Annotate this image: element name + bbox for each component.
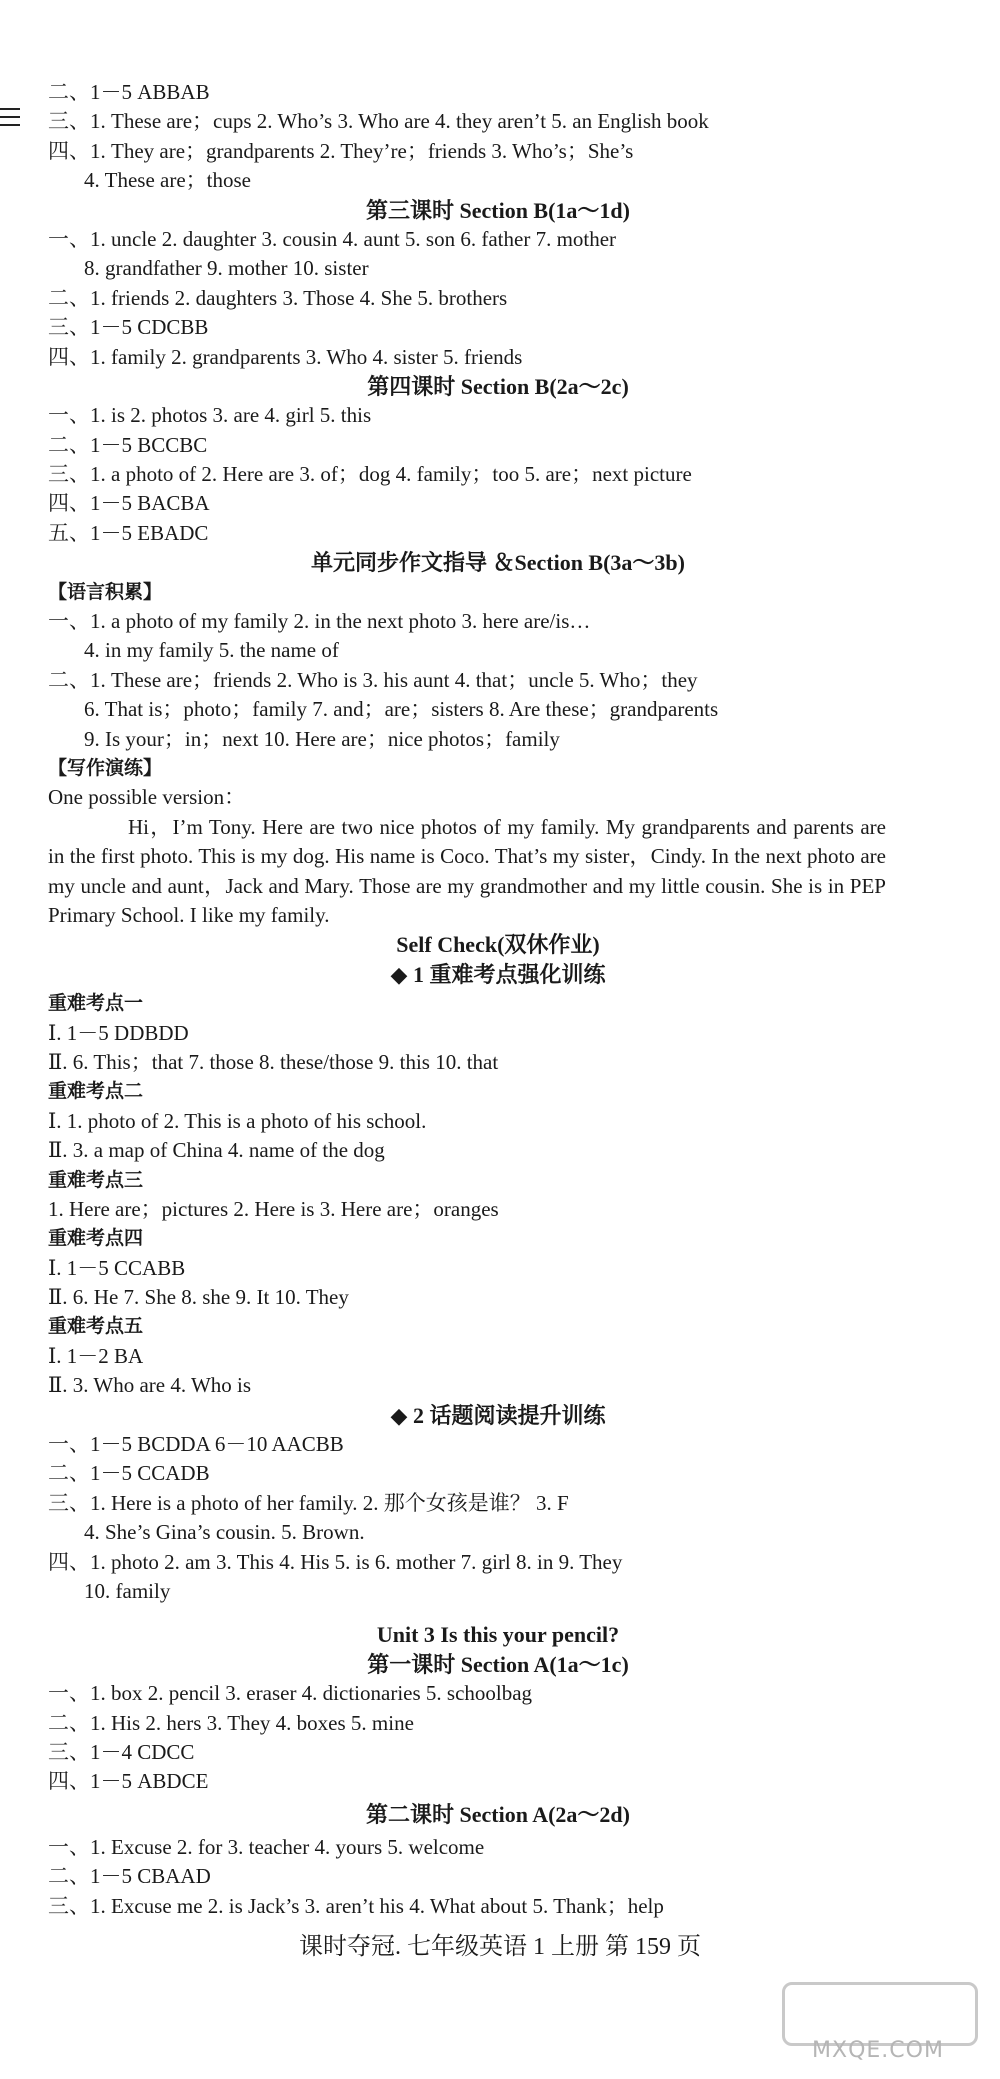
section-label: 重难考点五 <box>48 1316 144 1338</box>
answer-line: 四、1－5 ABDCE <box>48 1769 209 1794</box>
section-heading: 第一课时 Section A(1a～1c) <box>367 1651 629 1677</box>
section-heading: 第四课时 Section B(2a～2c) <box>367 373 629 399</box>
answer-line: 一、1. uncle 2. daughter 3. cousin 4. aunt 5. son 6. father 7. mother <box>48 226 617 251</box>
answer-line: Ⅱ. 3. Who are 4. Who is <box>48 1373 252 1398</box>
section-label: 重难考点一 <box>48 993 144 1015</box>
answer-line: 四、1－5 BACBA <box>48 491 210 516</box>
answer-line: 五、1－5 EBADC <box>48 520 209 545</box>
section-heading: 单元同步作文指导 ＆Section B(3a～3b) <box>310 550 685 576</box>
answer-line: Ⅱ. 6. This；that 7. those 8. these/those 9. this 10. that <box>48 1049 499 1074</box>
answer-line: Ⅱ. 6. He 7. She 8. she 9. It 10. They <box>48 1285 349 1310</box>
answer-line: 一、1. is 2. photos 3. are 4. girl 5. this <box>48 403 372 428</box>
answer-line: 9. Is your；in；next 10. Here are；nice photos；family <box>84 726 560 751</box>
answer-line: 四、1. family 2. grandparents 3. Who 4. sister 5. friends <box>48 344 523 369</box>
answer-line: 4. She’s Gina’s cousin. 5. Brown. <box>84 1520 365 1545</box>
section-heading: ◆ 1 重难考点强化训练 <box>390 961 606 987</box>
answer-line: One possible version： <box>48 785 246 810</box>
section-gap <box>48 1606 948 1620</box>
answer-line: 三、1. a photo of 2. Here are 3. of；dog 4. family；too 5. are；next picture <box>48 462 692 487</box>
answer-line: Ⅰ. 1－5 CCABB <box>48 1255 186 1280</box>
section-heading: 第三课时 Section B(1a～1d) <box>365 197 630 223</box>
answer-line: Ⅱ. 3. a map of China 4. name of the dog <box>48 1138 385 1163</box>
answer-line: 1. Here are；pictures 2. Here is 3. Here are；oranges <box>48 1196 499 1221</box>
page-footer: 课时夺冠. 七年级英语 1 上册 第 159 页 <box>299 1934 701 1960</box>
essay-paragraph: Hi，I’m Tony. Here are two nice photos of my family. My grandparents and parents are in the first photo. This is my dog. His name is Coco. That’s my sister，Cindy. In the next photo are my uncle and aunt，Jack and Mary. Those are my grandmother and my little cousin. She is in PEP Primary School. I like my family. <box>48 814 886 927</box>
watermark-frame <box>782 1982 978 2046</box>
answer-line: 四、1. They are；grandparents 2. They’re；friends 3. Who’s；She’s <box>48 138 634 163</box>
section-heading: Unit 3 Is this your pencil? <box>376 1622 620 1648</box>
section-heading: 第二课时 Section A(2a～2d) <box>365 1801 630 1827</box>
answer-content <box>48 78 948 1921</box>
answer-line: 8. grandfather 9. mother 10. sister <box>84 256 369 281</box>
answer-line: 二、1. His 2. hers 3. They 4. boxes 5. mine <box>48 1710 414 1735</box>
answer-line: 一、1. a photo of my family 2. in the next photo 3. here are/is… <box>48 609 591 634</box>
answer-line: 4. in my family 5. the name of <box>84 638 339 663</box>
answer-line: 三、1. Here is a photo of her family. 2. 那个女孩是谁？ 3. F <box>48 1490 569 1515</box>
section-heading: ◆ 2 话题阅读提升训练 <box>390 1402 606 1428</box>
answer-line: 三、1－5 CDCBB <box>48 315 209 340</box>
section-label: 重难考点二 <box>48 1081 144 1103</box>
answer-line: Ⅰ. 1－5 DDBDD <box>48 1020 189 1045</box>
answer-line: 二、1. These are；friends 2. Who is 3. his aunt 4. that；uncle 5. Who；they <box>48 667 698 692</box>
answer-line: 二、1－5 BCCBC <box>48 432 208 457</box>
answer-line: 6. That is；photo；family 7. and；are；sisters 8. Are these；grandparents <box>84 697 719 722</box>
section-label: 重难考点四 <box>48 1228 144 1250</box>
answer-line: 二、1－5 CBAAD <box>48 1864 211 1889</box>
answer-line: Ⅰ. 1－2 BA <box>48 1343 144 1368</box>
answer-line: 四、1. photo 2. am 3. This 4. His 5. is 6. mother 7. girl 8. in 9. They <box>48 1549 623 1574</box>
answer-line: 4. These are；those <box>84 168 251 193</box>
answer-line: 二、1－5 CCADB <box>48 1461 210 1486</box>
answer-line: 三、1－4 CDCC <box>48 1739 195 1764</box>
answer-line: 二、1. friends 2. daughters 3. Those 4. She 5. brothers <box>48 285 508 310</box>
answer-line: 三、1. These are；cups 2. Who’s 3. Who are 4. they aren’t 5. an English book <box>48 109 709 134</box>
section-label: 重难考点三 <box>48 1169 144 1191</box>
answer-line: 一、1－5 BCDDA 6－10 AACBB <box>48 1432 344 1457</box>
answer-line: 三、1. Excuse me 2. is Jack’s 3. aren’t his 4. What about 5. Thank；help <box>48 1893 664 1918</box>
binding-margin-marks <box>0 108 20 138</box>
answer-line: 二、1－5 ABBAB <box>48 80 210 104</box>
watermark-logo <box>778 1978 978 2064</box>
section-label: 【写作演练】 <box>48 757 163 779</box>
answer-line: 一、1. box 2. pencil 3. eraser 4. dictionaries 5. schoolbag <box>48 1681 533 1706</box>
answer-line: Ⅰ. 1. photo of 2. This is a photo of his school. <box>48 1108 427 1133</box>
answer-line: 10. family <box>84 1578 171 1603</box>
section-heading: Self Check(双休作业) <box>396 932 600 958</box>
answer-line: 一、1. Excuse 2. for 3. teacher 4. yours 5. welcome <box>48 1834 485 1859</box>
section-label: 【语言积累】 <box>48 581 163 603</box>
watermark-site: MXQE.COM <box>812 2038 944 2063</box>
